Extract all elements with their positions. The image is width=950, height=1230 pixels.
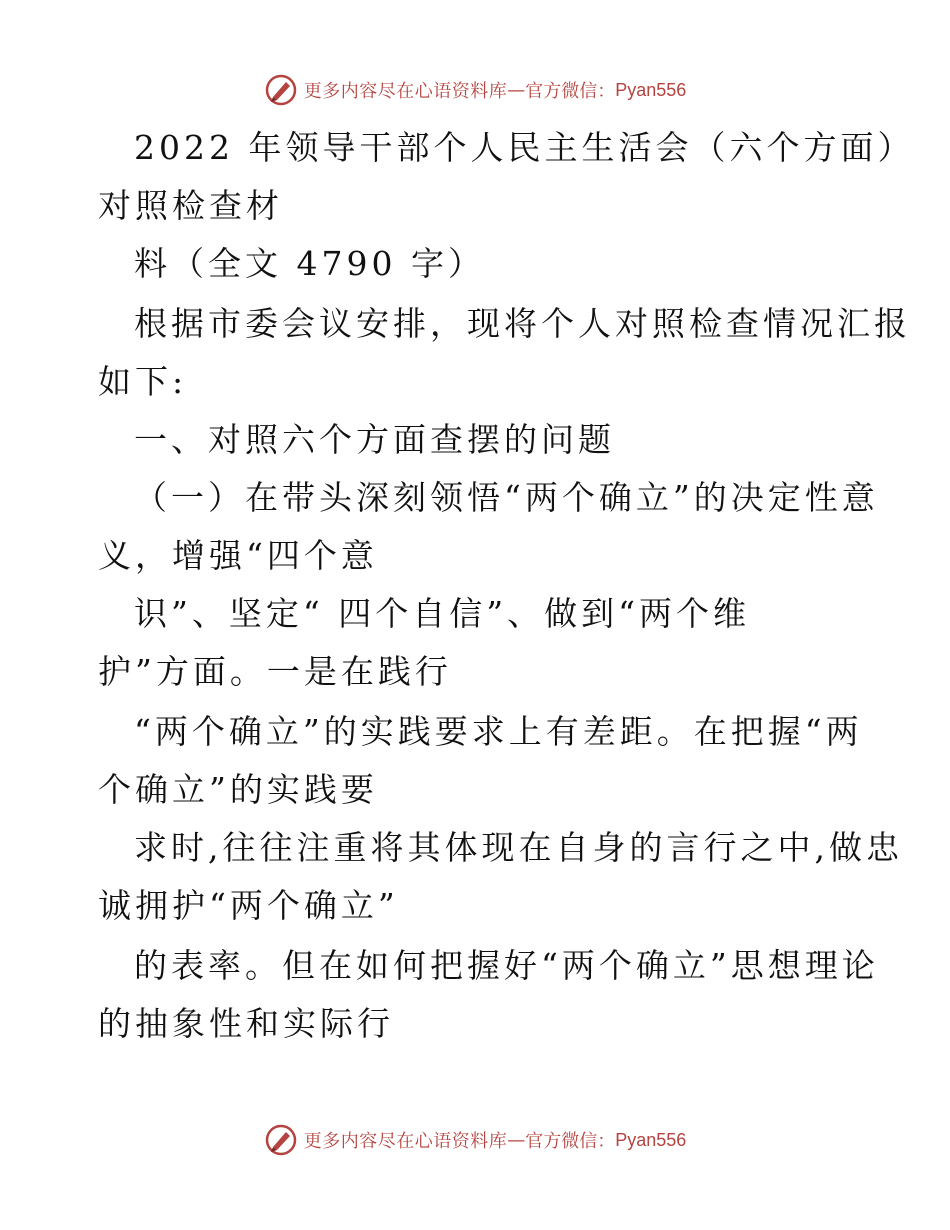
doc-title-line-1: 2022 年领导干部个人民主生活会（六个方面）	[134, 128, 915, 167]
banner-wechat-id: Pyan556	[615, 79, 687, 100]
banner-dash: —	[507, 1129, 526, 1151]
banner-wechat-label: 官方微信：	[525, 81, 616, 102]
footer-banner	[0, 1120, 950, 1160]
doc-line: 的表率。但在如何把握好“两个确立”思想理论	[134, 946, 879, 985]
header-banner	[0, 70, 950, 110]
subsection-heading: （一）在带头深刻领悟“两个确立”的决定性意	[134, 478, 879, 517]
doc-title-line-2: 对照检查材	[98, 186, 283, 225]
section-heading: 一、对照六个方面查摆的问题	[134, 420, 615, 459]
banner-wechat-id: Pyan556	[615, 1129, 687, 1150]
doc-line: 识”、坚定“ 四个自信”、做到“两个维	[134, 594, 750, 633]
doc-line: 个确立”的实践要	[98, 770, 378, 809]
doc-line: 的抽象性和实际行	[98, 1004, 394, 1043]
banner-text: 更多内容尽在心语资料库	[303, 1131, 508, 1152]
doc-line: 如下:	[98, 362, 188, 401]
banner-wechat-label: 官方微信：	[525, 1131, 616, 1152]
doc-line: 求时,往往注重将其体现在自身的言行之中,做忠	[134, 828, 903, 867]
banner-dash: —	[507, 79, 526, 101]
doc-line: “两个确立”的实践要求上有差距。在把握“两	[134, 712, 863, 751]
pen-logo-icon	[264, 73, 298, 107]
pen-logo-icon	[264, 1123, 298, 1157]
doc-line: 护”方面。一是在践行	[98, 652, 452, 691]
doc-title-line-3: 料（全文 4790 字）	[134, 244, 485, 283]
banner-text: 更多内容尽在心语资料库	[303, 81, 508, 102]
doc-line: 义，增强“四个意	[98, 536, 378, 575]
doc-line: 根据市委会议安排，现将个人对照检查情况汇报	[134, 304, 911, 343]
doc-line: 诚拥护“两个确立”	[98, 886, 399, 925]
